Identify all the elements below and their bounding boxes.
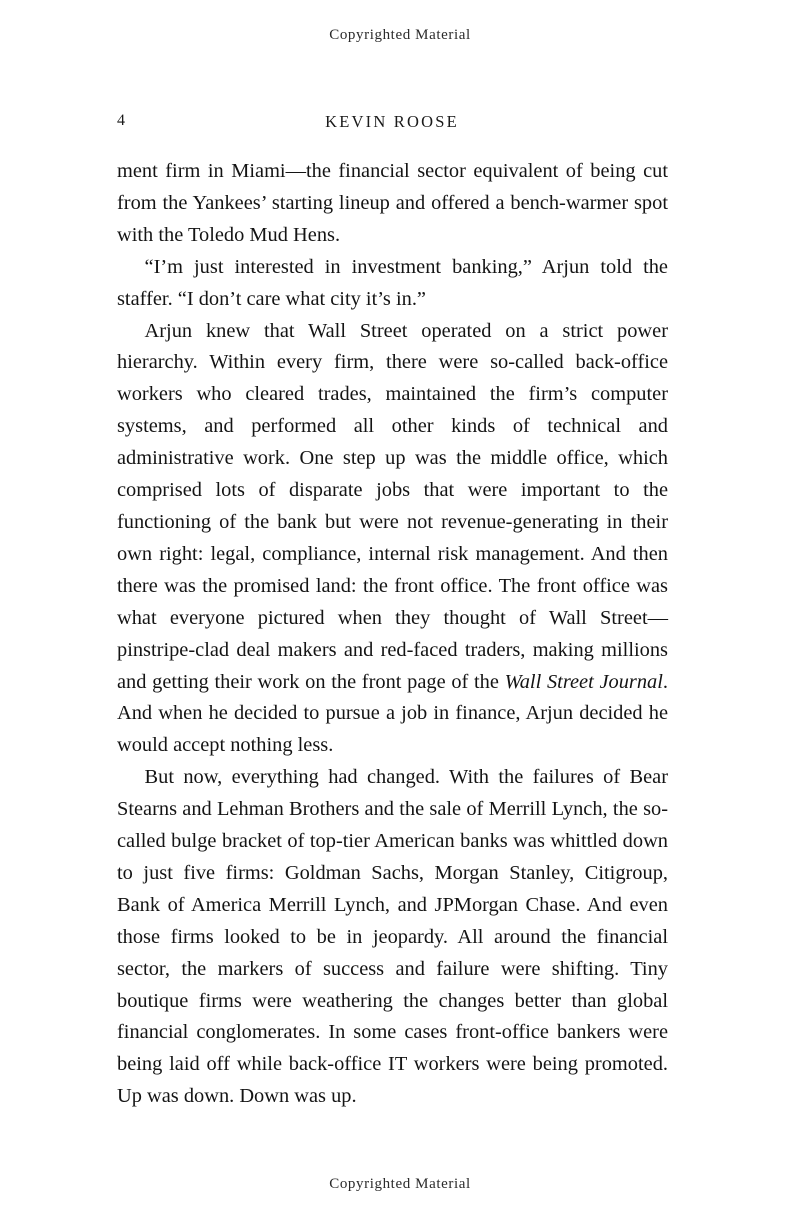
running-head xyxy=(117,112,667,134)
paragraph-continuation: ment firm in Miami—the financial sector equivalent of being cut from the Yankees’ starting lineup and offered a bench-warmer spot with the Toledo Mud Hens. xyxy=(117,160,668,246)
copyright-notice-bottom: Copyrighted Material xyxy=(329,1176,471,1192)
newspaper-title: Wall Street Journal xyxy=(504,670,663,693)
paragraph-hierarchy xyxy=(117,316,668,763)
body-text xyxy=(117,156,668,1113)
page-number: 4 xyxy=(117,112,125,129)
author-name-header: KEVIN ROOSE xyxy=(325,112,459,131)
copyright-notice-top: Copyrighted Material xyxy=(329,27,471,43)
paragraph-dialogue: “I’m just interested in investment banking,” Arjun told the staffer. “I don’t care what city it’s in.” xyxy=(117,255,668,310)
paragraph-hierarchy-tail: . And when he decided to pursue a job in finance, Arjun decided he would accept nothing less. xyxy=(117,670,668,757)
paragraph-hierarchy-text: Arjun knew that Wall Street operated on a strict power hierarchy. Within every firm, there were so-called back-office workers who cleared trades, maintained the firm’s computer systems, and performed all other kinds of technical and administrative work. One step up was the middle office, which comprised lots of disparate jobs that were important to the functioning of the bank but were not revenue-generating in their own right: legal, compliance, internal risk management. And then there was the promised land: the front office. The front office was what everyone pictured when they thought of Wall Street—pinstripe-clad deal makers and red-faced traders, making millions and getting their work on the front page of the xyxy=(117,319,668,693)
paragraph-bulge-bracket: But now, everything had changed. With the failures of Bear Stearns and Lehman Brothers and the sale of Merrill Lynch, the so-called bulge bracket of top-tier American banks was whittled down to just five firms: Goldman Sachs, Morgan Stanley, Citigroup, Bank of America Merrill Lynch, and JPMorgan Chase. And even those firms looked to be in jeopardy. All around the financial sector, the markers of success and failure were shifting. Tiny boutique firms were weathering the changes better than global financial conglomerates. In some cases front-office bankers were being laid off while back-office IT workers were being promoted. Up was down. Down was up. xyxy=(117,766,668,1108)
